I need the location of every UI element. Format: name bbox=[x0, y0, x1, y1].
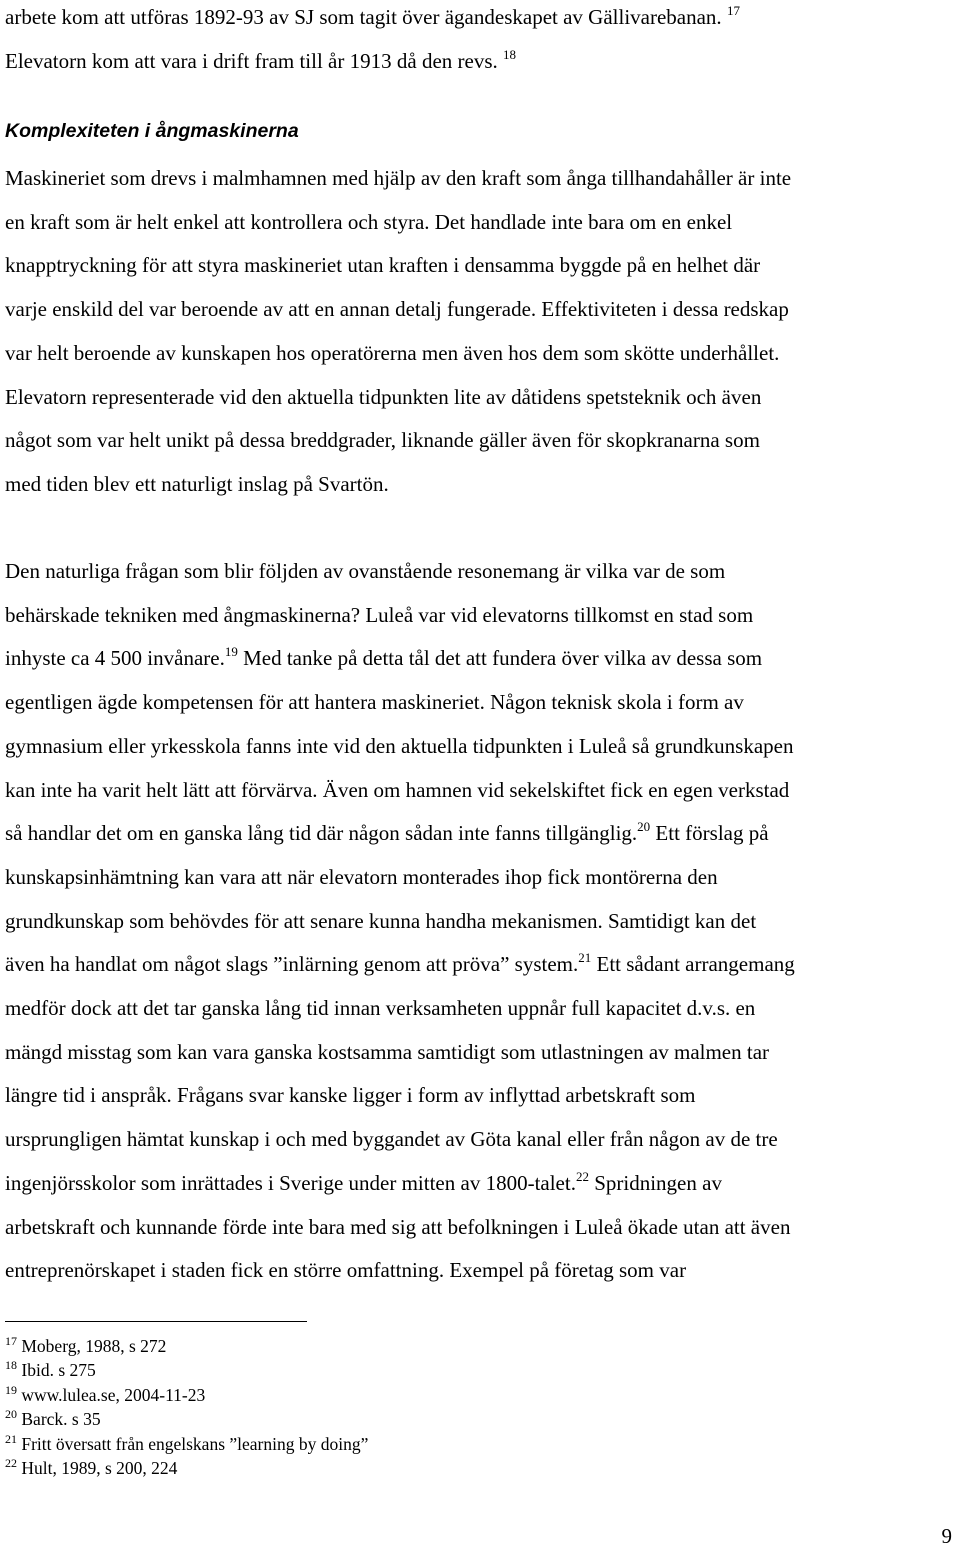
footnote-number: 22 bbox=[5, 1456, 17, 1470]
footnote-text: Hult, 1989, s 200, 224 bbox=[21, 1458, 178, 1478]
footnote-ref: 22 bbox=[575, 1168, 589, 1184]
footnote-separator bbox=[5, 1321, 307, 1322]
footnote-ref: 21 bbox=[578, 950, 592, 966]
body-line: arbetskraft och kunnande förde inte bara med sig att befolkningen i Luleå ökade utan att även bbox=[5, 1214, 791, 1239]
body-line: även ha handlat om något slags ”inlärning genom att pröva” system.$^{21}$ Ett sådant arrangemang bbox=[5, 950, 795, 977]
section-heading: Komplexiteten i ångmaskinerna bbox=[5, 120, 299, 142]
footnote-text: Ibid. s 275 bbox=[21, 1360, 96, 1381]
page-number: 9 bbox=[941, 1524, 952, 1548]
body-line: knapptryckning för att styra maskineriet utan kraften i densamma byggde på en helhet där bbox=[5, 253, 761, 278]
body-line: mängd misstag som kan vara ganska kostsamma samtidigt som utlastningen av malmen tar bbox=[5, 1039, 770, 1064]
footnote-ref-18: 18 bbox=[503, 47, 517, 62]
footnote-text: Barck. s 35 bbox=[21, 1409, 101, 1430]
body-line: Elevatorn representerade vid den aktuella tidpunkten lite av dåtidens spetsteknik och även bbox=[5, 384, 762, 409]
footnote-ref: 20 bbox=[637, 819, 651, 835]
footnote-ref-17: 17 bbox=[726, 3, 740, 18]
intro-line-1: arbete kom att utföras 1892-93 av SJ som tagit över ägandeskapet av Gällivarebanan. $^{17}$ bbox=[5, 3, 740, 29]
body-line: varje enskild del var beroende av att en annan detalj fungerade. Effektiviteten i dessa redskap bbox=[5, 297, 789, 322]
body-line: inhyste ca 4 500 invånare.$^{19}$ Med tanke på detta tål det att fundera över vilka av dessa som bbox=[5, 644, 763, 671]
footnote-number: 17 bbox=[5, 1334, 17, 1348]
body-line: kunskapsinhämtning kan vara att när elevatorn monterades ihop fick montörerna den bbox=[5, 864, 718, 889]
footnote-text: www.lulea.se, 2004-11-23 bbox=[21, 1384, 206, 1405]
footnote bbox=[5, 1335, 166, 1357]
body-line: gymnasium eller yrkesskola fanns inte vid den aktuella tidpunkten i Luleå så grundkunskapen bbox=[5, 733, 794, 758]
footnote-number: 19 bbox=[5, 1382, 17, 1397]
body-line: en kraft som är helt enkel att kontrollera och styra. Det handlade inte bara om en enkel bbox=[5, 209, 733, 234]
body-line: behärskade tekniken med ångmaskinerna? Luleå var vid elevatorns tillkomst en stad som bbox=[5, 602, 754, 627]
footnote-number: 21 bbox=[5, 1431, 17, 1446]
footnote-text: Moberg, 1988, s 272 bbox=[21, 1336, 167, 1356]
body-line: entreprenörskapet i staden fick en större omfattning. Exempel på företag som var bbox=[5, 1258, 687, 1283]
footnote bbox=[5, 1384, 205, 1406]
intro-line-2: Elevatorn kom att vara i drift fram till år 1913 då den revs. $^{18}$ bbox=[5, 47, 517, 73]
footnote-ref: 19 bbox=[224, 644, 238, 660]
footnote-text: Fritt översatt från engelskans ”learning by doing” bbox=[21, 1433, 369, 1454]
body-line: något som var helt unikt på dessa breddgrader, liknande gäller även för skopkranarna som bbox=[5, 428, 760, 453]
body-line: Den naturliga frågan som blir följden av ovanstående resonemang är vilka var de som bbox=[5, 559, 726, 583]
body-line: ursprungligen hämtat kunskap i och med byggandet av Göta kanal eller från någon av de tre bbox=[5, 1127, 778, 1152]
body-line: medför dock att det tar ganska lång tid innan verksamheten uppnår full kapacitet d.v.s. en bbox=[5, 996, 756, 1020]
body-line: grundkunskap som behövdes för att senare kunna handha mekanismen. Samtidigt kan det bbox=[5, 908, 757, 933]
body-line: längre tid i anspråk. Frågans svar kanske ligger i form av inflyttad arbetskraft som bbox=[5, 1083, 696, 1108]
footnote bbox=[5, 1433, 368, 1455]
body-line: ingenjörsskolor som inrättades i Sverige under mitten av 1800-talet.$^{22}$ Spridningen av bbox=[5, 1168, 722, 1195]
body-line: kan inte ha varit helt lätt att förvärva. Även om hamnen vid sekelskiftet fick en egen verkstad bbox=[5, 777, 790, 802]
body-line: var helt beroende av kunskapen hos operatörerna men även hos dem som skötte underhållet. bbox=[5, 340, 780, 365]
footnote-number: 18 bbox=[5, 1358, 17, 1373]
footnote bbox=[5, 1457, 177, 1479]
footnote bbox=[5, 1408, 101, 1430]
body-line: Maskineriet som drevs i malmhamnen med hjälp av den kraft som ånga tillhandahåller är inte bbox=[5, 166, 792, 190]
body-line: egentligen ägde kompetensen för att hantera maskineriet. Någon teknisk skola i form av bbox=[5, 690, 744, 715]
footnote-number: 20 bbox=[5, 1407, 17, 1422]
body-line: så handlar det om en ganska lång tid där någon sådan inte fanns tillgänglig.$^{20}$ Ett förslag på bbox=[5, 819, 769, 846]
footnote bbox=[5, 1359, 96, 1381]
body-line: med tiden blev ett naturligt inslag på Svartön. bbox=[5, 471, 389, 496]
